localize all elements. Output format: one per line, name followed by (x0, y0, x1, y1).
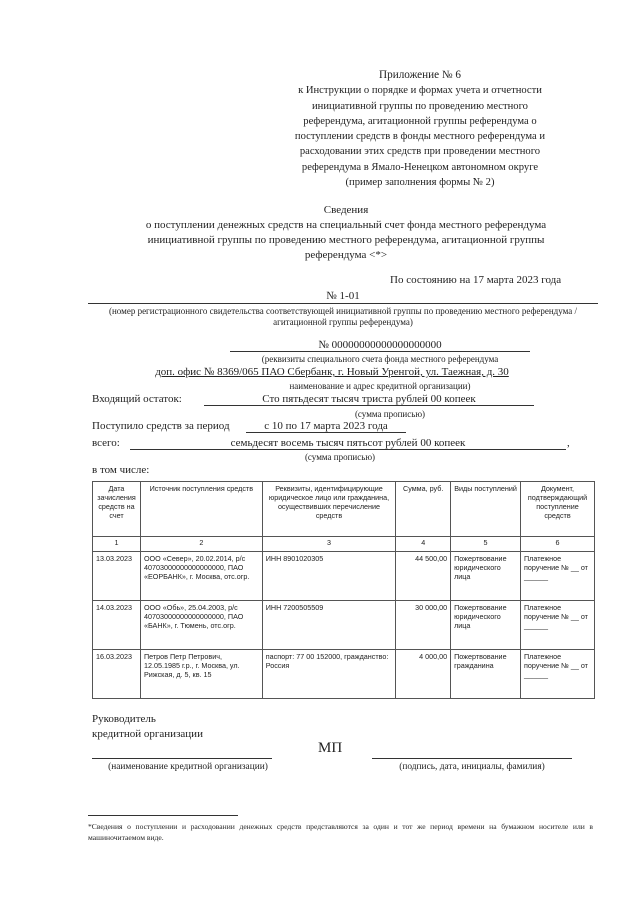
column-header: Дата зачисления средств на счет (93, 482, 141, 537)
heading-line: о поступлении денежных средств на специальный счет фонда местного референдума (145, 219, 547, 231)
column-number: 2 (140, 537, 262, 552)
cell-kind: Пожертвование юридического лица (451, 601, 521, 650)
cell-details: паспорт: 77 00 152000, гражданство: Россия (262, 650, 396, 699)
appendix-line: к Инструкции о порядке и формах учета и отчетности (298, 85, 542, 97)
signature-line (372, 758, 572, 759)
opening-balance-value: Сто пятьдесят тысяч триста рублей 00 копеек (262, 393, 476, 405)
cell-kind: Пожертвование гражданина (451, 650, 521, 699)
cell-source: ООО «Север», 20.02.2014, р/с 40703000000000000000, ПАО «ЕОРБАНК», г. Москва, отс.огр. (140, 552, 262, 601)
cell-document: Платежное поручение № __ от ______ (521, 650, 595, 699)
org-name-caption: (наименование кредитной организации) (108, 762, 268, 772)
column-header: Реквизиты, идентифицирующие юридическое лицо или гражданина, осуществивших перечисление средств (262, 482, 396, 537)
cell-date: 13.03.2023 (93, 552, 141, 601)
appendix-header (230, 68, 610, 190)
appendix-line: референдума в Ямало-Ненецком автономном округе (301, 161, 539, 173)
column-header: Сумма, руб. (396, 482, 451, 537)
opening-sum-caption: (сумма прописью) (354, 409, 426, 419)
registration-number: № 1-01 (326, 290, 360, 302)
account-number (230, 339, 530, 352)
table-row (93, 552, 595, 601)
as-of-date: По состоянию на 17 марта 2023 года (390, 274, 562, 286)
bank-line (112, 366, 552, 378)
org-name-line (92, 758, 272, 759)
appendix-line: (пример заполнения формы № 2) (345, 177, 495, 189)
cell-kind: Пожертвование юридического лица (451, 552, 521, 601)
total-line (130, 437, 566, 450)
cell-document: Платежное поручение № __ от ______ (521, 552, 595, 601)
appendix-line: референдума, агитационной группы референдума о (303, 115, 537, 127)
footnote-divider (88, 815, 238, 816)
cell-source: Петров Петр Петрович, 12.05.1985 г.р., г. Москва, ул. Рижская, д. 5, кв. 15 (140, 650, 262, 699)
cell-date: 16.03.2023 (93, 650, 141, 699)
table-row (93, 650, 595, 699)
column-number: 3 (262, 537, 396, 552)
column-header: Источник поступления средств (140, 482, 262, 537)
period-value: с 10 по 17 марта 2023 года (264, 420, 388, 432)
table-row (93, 601, 595, 650)
column-number: 6 (521, 537, 595, 552)
total-value: семьдесят восемь тысяч пятьсот рублей 00 копеек (230, 437, 466, 449)
appendix-line: расходовании этих средств при проведении местного (299, 146, 541, 158)
appendix-title: Приложение № 6 (379, 69, 461, 81)
period-line (246, 420, 406, 433)
registration-caption: (номер регистрационного свидетельства соответствующей инициативной группы по проведению местного референдума / агитационной группы референдума) (108, 306, 577, 327)
document-title: Сведения (323, 204, 369, 216)
registration-number-line (88, 290, 598, 304)
document-heading (90, 203, 602, 263)
total-comma: , (567, 437, 570, 449)
account-caption: (реквизиты специального счета фонда местного референдума (261, 354, 499, 364)
column-number: 5 (451, 537, 521, 552)
appendix-line: инициативной группы по проведению местного (312, 100, 528, 112)
column-header: Документ, подтверждающий поступление средств (521, 482, 595, 537)
stamp-mark: МП (318, 740, 343, 756)
bank-caption: наименование и адрес кредитной организации) (289, 381, 471, 391)
including-label: в том числе: (92, 464, 150, 476)
total-label: всего: (92, 437, 120, 449)
cell-amount: 30 000,00 (396, 601, 451, 650)
cell-amount: 4 000,00 (396, 650, 451, 699)
period-label: Поступило средств за период (92, 420, 230, 432)
cell-details: ИНН 8901020305 (262, 552, 396, 601)
bank-value: доп. офис № 8369/065 ПАО Сбербанк, г. Новый Уренгой, ул. Таежная, д. 30 (155, 366, 509, 378)
cell-amount: 44 500,00 (396, 552, 451, 601)
appendix-line: поступлении средств в фонды местного референдума и (294, 131, 546, 143)
column-header: Виды поступлений (451, 482, 521, 537)
column-number-row (93, 537, 595, 552)
head-title-line1: Руководитель (92, 713, 156, 725)
column-number: 1 (93, 537, 141, 552)
signature-caption: (подпись, дата, инициалы, фамилия) (399, 762, 545, 772)
head-title-line2: кредитной организации (92, 728, 203, 740)
footnote: *Сведения о поступлении и расходовании денежных средств представляются за один и тот же период времени на бумажном носителе или в машиночитаемом виде. (88, 822, 593, 842)
cell-document: Платежное поручение № __ от ______ (521, 601, 595, 650)
total-sum-caption: (сумма прописью) (304, 452, 376, 462)
cell-details: ИНН 7200505509 (262, 601, 396, 650)
column-number: 4 (396, 537, 451, 552)
heading-line: инициативной группы по проведению местного референдума, агитационной группы (147, 234, 545, 246)
table-header-row (93, 482, 595, 537)
opening-balance-label: Входящий остаток: (92, 393, 182, 405)
heading-line: референдума <*> (304, 249, 388, 261)
cell-source: ООО «Обь», 25.04.2003, р/с 40703000000000000000, ПАО «БАНК», г. Тюмень, отс.огр. (140, 601, 262, 650)
opening-balance-line (204, 393, 534, 406)
account-value: № 00000000000000000000 (318, 339, 442, 351)
receipts-table (92, 481, 595, 699)
cell-date: 14.03.2023 (93, 601, 141, 650)
